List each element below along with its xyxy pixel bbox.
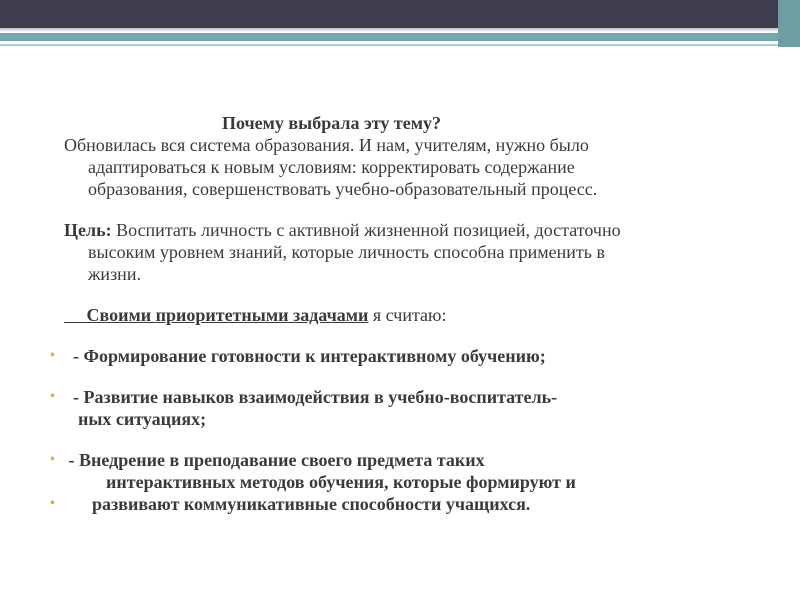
reason-line: Обновилась вся система образования. И нам, учителям, нужно было <box>64 135 589 155</box>
bullet-icon: • <box>50 348 55 363</box>
reason-line: образования, совершенствовать учебно-образовательный процесс. <box>88 179 598 199</box>
task-list <box>50 345 774 515</box>
priorities-line <box>64 304 774 326</box>
slide-title: Почему выбрала эту тему? <box>222 113 441 133</box>
goal-label: Цель: <box>64 220 112 240</box>
accent-band <box>0 33 800 41</box>
priorities-lead <box>64 305 87 325</box>
corner-block <box>778 0 800 47</box>
task-text: - Формирование готовности к интерактивному обучению; <box>64 346 546 366</box>
header-shadow <box>0 28 800 32</box>
goal-line: Воспитать личность с активной жизненной позицией, достаточно <box>116 220 621 240</box>
list-item <box>50 386 774 430</box>
priorities-tail: я считаю: <box>368 305 447 325</box>
task-text: - Внедрение в преподавание своего предмета таких <box>64 450 485 470</box>
list-item <box>50 493 774 515</box>
goal-line: высоким уровнем знаний, которые личность способна применить в <box>88 242 605 262</box>
slide-content <box>50 112 774 515</box>
list-item <box>50 449 774 493</box>
bullet-icon: • <box>50 389 55 404</box>
goal-line: жизни. <box>88 264 141 284</box>
header-bar <box>0 0 800 28</box>
task-text: развивают коммуникативные способности учащихся. <box>92 494 531 514</box>
task-text: - Развитие навыков взаимодействия в учебно-воспитатель- <box>64 387 558 407</box>
task-text: ных ситуациях; <box>78 409 207 429</box>
task-text: интерактивных методов обучения, которые формируют и <box>106 472 576 492</box>
list-item <box>50 345 774 367</box>
bullet-icon: • <box>50 452 55 467</box>
bullet-icon: • <box>50 496 55 511</box>
priorities-heading: Своими приоритетными задачами <box>86 305 369 325</box>
goal-paragraph <box>64 219 774 285</box>
accent-line <box>0 44 800 46</box>
reason-line: адаптироваться к новым условиям: корректировать содержание <box>88 157 575 177</box>
reason-paragraph <box>64 134 774 200</box>
